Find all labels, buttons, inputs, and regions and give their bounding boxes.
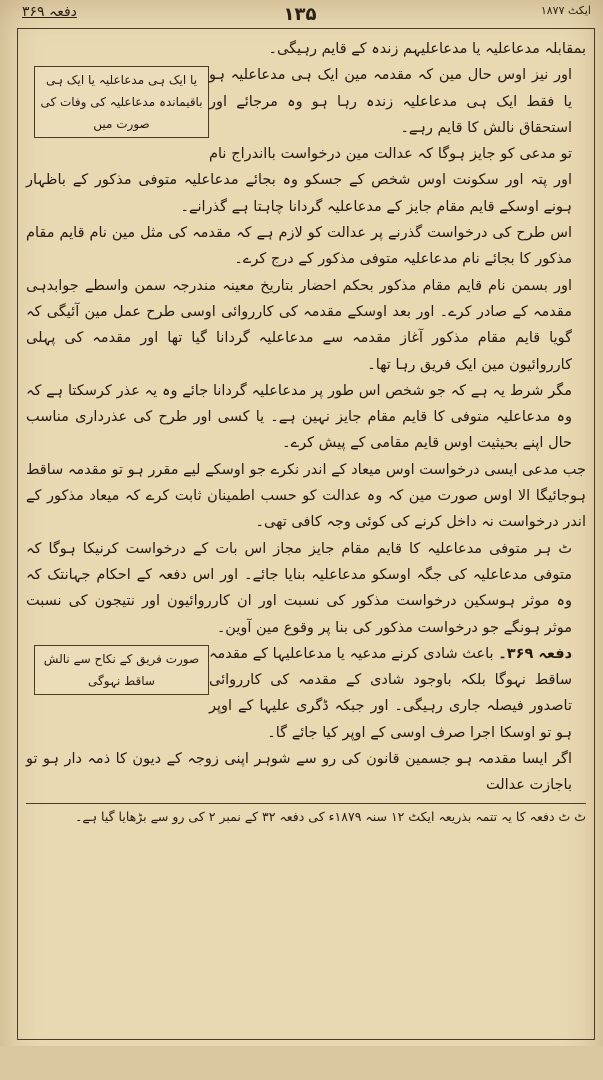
margin-note-marriage: صورت فریق کے نکاح سے نالش ساقط نہوگی <box>34 645 209 695</box>
paragraph-10: اگر ایسا مقدمہ ہو جسمین قانون کی رو سے شوہر اپنی زوجہ کے دیون کا ذمہ دار ہو تو باجازت عدالت <box>26 751 572 794</box>
section-reference: دفعہ ۳۶۹ <box>22 4 77 20</box>
act-reference: ایکٹ ۱۸۷۷ <box>540 4 591 17</box>
margin-note-death-of-defendant: یا ایک ہی مدعاعلیہ یا ایک ہی باقیماندہ مدعاعلیہ کی وفات کی صورت میں <box>34 66 209 138</box>
paragraph-6: مگر شرط یہ ہے کہ جو شخص اس طور پر مدعاعلیہ گردانا جائے وہ یہ عذر کرسکتا ہے کہ وہ مدعاعلیہ متوفی کا قایم مقام جایز نہین ہے۔ یا کسی اور طرح کی عذرداری مناسب حال اپنے بحیثیت اوس قایم مقامی کے پیش کرے۔ <box>26 382 572 452</box>
page-number: ۱۳۵ <box>283 4 317 25</box>
footnote: ٹ ٹ دفعہ کا یہ تتمہ بذریعہ ایکٹ ۱۲ سنہ ۱۸۷۹ء کی دفعہ ۳۲ کے نمبر ۲ کی رو سے بڑھایا گیا ہے۔ <box>75 808 586 824</box>
paragraph-4: اس طرح کی درخواست گذرنے پر عدالت کو لازم ہے کہ مقدمہ کی مثل مین نام قایم مقام مذکور کا بجائے نام مدعاعلیہ متوفی مذکور کے درج کرے۔ <box>26 225 572 268</box>
footnote-rule <box>26 803 586 804</box>
section-text: باعث شادی کرنے مدعیہ یا مدعاعلیہا کے مقدمہ ساقط نہوگا بلکہ باوجود شادی کے مقدمہ کی کارروائی تاصدور فیصلہ جاری رہیگی۔ اور جبکہ ڈگری علیہا کے اوپر ہو تو اوسکا اجرا صرف اوسی کے اوپر کیا جائے گا۔ <box>209 645 572 741</box>
section-number: دفعہ ۳۶۹۔ <box>498 645 573 662</box>
paragraph-2: اور نیز اوس حال مین کہ مقدمہ مین ایک ہی مدعاعلیہ ہو یا فقط ایک ہی مدعاعلیہ زندہ رہا ہو وہ مرجائے اور استحقاق نالش کا قایم رہے۔ <box>209 67 572 136</box>
body-text <box>26 36 586 828</box>
paragraph-8: ٹ ہر متوفی مدعاعلیہ کا قایم مقام جایز مجاز اس بات کے درخواست کرنیکا ہوگا کہ متوفی مدعاعلیہ کی جگہ اوسکو مدعاعلیہ بنایا جائے۔ اور اس دفعہ کے احکام جہانتک کہ وہ موثر ہوسکین درخواست مذکور کی نسبت اور ان کارروائیون اور نتیجون کی نسبت موثر ہونگے جو درخواست مذکور کی بنا پر وقوع مین آوین۔ <box>26 540 572 636</box>
page-bottom-margin <box>0 1046 603 1080</box>
paragraph-5: اور بسمن نام قایم مقام مذکور بحکم احضار بتاریخ معینہ مندرجہ سمن واسطے جوابدہی مقدمہ کے صادر کرے۔ اور بعد اوسکے مقدمہ کی کارروائی اوسی طرح عمل مین آئیگی کہ گویا قایم مقام مذکور آغاز مقدمہ سے مدعاعلیہ گردانا گیا تھا اور مقدمہ کی پہلی کارروائیون مین ایک فریق رہا تھا۔ <box>26 277 572 373</box>
paragraph-1: بمقابلہ مدعاعلیہ یا مدعاعلیہم زندہ کے قایم رہیگی۔ <box>268 41 586 57</box>
paragraph-3: تو مدعی کو جایز ہوگا کہ عدالت مین درخواست بااندراج نام اور پتہ اور سکونت اوس شخص کے جسکو وہ بجائے مدعاعلیہ متوفی مذکور کے باظہار ہونے اوسکے قایم مقام جایز کے مدعاعلیہ گردانا چاہتا ہے گذرانے۔ <box>26 146 572 215</box>
paragraph-7: جب مدعی ایسی درخواست اوس میعاد کے اندر نکرے جو اوسکے لیے مقرر ہو تو مقدمہ ساقط ہوجائیگا الا اوس صورت مین کہ وہ عدالت کو حسب اطمینان ثابت کرے کہ میعاد مذکور کے اندر درخواست نہ داخل کرنے کی کوئی وجہ کافی تھی۔ <box>26 461 586 531</box>
